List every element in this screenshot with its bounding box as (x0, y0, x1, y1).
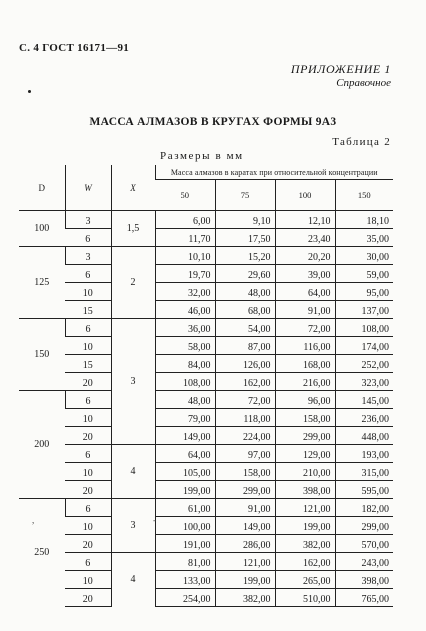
cell-w: 10 (65, 571, 111, 589)
cell-mass: 108,00 (155, 373, 215, 391)
cell-mass: 216,00 (275, 373, 335, 391)
cell-mass: 299,00 (275, 427, 335, 445)
cell-mass: 382,00 (275, 535, 335, 553)
cell-w: 15 (65, 355, 111, 373)
cell-mass: 168,00 (275, 355, 335, 373)
sizes-caption: Размеры в мм (160, 150, 244, 162)
cell-w: 20 (65, 535, 111, 553)
cell-mass: 243,00 (335, 553, 393, 571)
cell-mass: 299,00 (335, 517, 393, 535)
cell-mass: 765,00 (335, 589, 393, 607)
concentration-header: 100 (275, 180, 335, 211)
cell-mass: 162,00 (215, 373, 275, 391)
cell-d: 100 (19, 211, 65, 247)
table-row (19, 409, 393, 427)
cell-mass: 91,00 (215, 499, 275, 517)
cell-mass: 58,00 (155, 337, 215, 355)
cell-mass: 510,00 (275, 589, 335, 607)
cell-mass: 382,00 (215, 589, 275, 607)
cell-mass: 61,00 (155, 499, 215, 517)
cell-mass: 72,00 (275, 319, 335, 337)
appendix-title: ПРИЛОЖЕНИЕ 1 (290, 62, 391, 76)
table-header-row (19, 165, 393, 180)
cell-mass: 17,50 (215, 229, 275, 247)
cell-x: 2 (111, 247, 155, 319)
appendix-subtitle: Справочное (336, 77, 391, 89)
cell-mass: 29,60 (215, 265, 275, 283)
cell-d: 250 (19, 499, 65, 607)
cell-d: 200 (19, 391, 65, 499)
cell-mass: 158,00 (215, 463, 275, 481)
concentration-header: 50 (180, 189, 189, 200)
column-header-d: D (38, 182, 46, 193)
cell-mass: 91,00 (275, 301, 335, 319)
cell-w: 6 (65, 229, 111, 247)
cell-mass: 12,10 (275, 211, 335, 229)
cell-mass: 299,00 (215, 481, 275, 499)
cell-mass: 64,00 (275, 283, 335, 301)
cell-mass: 9,10 (215, 211, 275, 229)
cell-x: 3 (111, 499, 155, 553)
cell-mass: 15,20 (215, 247, 275, 265)
cell-mass: 182,00 (335, 499, 393, 517)
cell-w: 3 (65, 247, 111, 265)
cell-mass: 48,00 (215, 283, 275, 301)
table-row (19, 337, 393, 355)
cell-mass: 64,00 (155, 445, 215, 463)
cell-mass: 323,00 (335, 373, 393, 391)
cell-mass: 39,00 (275, 265, 335, 283)
cell-mass: 97,00 (215, 445, 275, 463)
cell-mass: 199,00 (155, 481, 215, 499)
cell-mass: 129,00 (275, 445, 335, 463)
cell-w: 20 (65, 589, 111, 607)
cell-w: 20 (65, 373, 111, 391)
table-row (19, 355, 393, 373)
cell-mass: 108,00 (335, 319, 393, 337)
cell-w: 10 (65, 409, 111, 427)
cell-mass: 126,00 (215, 355, 275, 373)
cell-mass: 199,00 (215, 571, 275, 589)
cell-w: 20 (65, 481, 111, 499)
table-row (19, 373, 393, 391)
cell-mass: 252,00 (335, 355, 393, 373)
cell-w: 6 (65, 553, 111, 571)
cell-mass: 81,00 (155, 553, 215, 571)
margin-mark: , (32, 515, 35, 525)
diamond-mass-table (19, 165, 393, 607)
cell-mass: 32,00 (155, 283, 215, 301)
table-row (19, 445, 393, 463)
cell-mass: 193,00 (335, 445, 393, 463)
cell-mass: 174,00 (335, 337, 393, 355)
table-row (19, 553, 393, 571)
cell-x: 1,5 (111, 211, 155, 247)
cell-w: 6 (65, 319, 111, 337)
print-speck (28, 90, 31, 93)
cell-w: 20 (65, 427, 111, 445)
cell-mass: 10,10 (155, 247, 215, 265)
cell-x: 3 (111, 319, 155, 445)
cell-mass: 595,00 (335, 481, 393, 499)
cell-mass: 286,00 (215, 535, 275, 553)
cell-mass: 46,00 (155, 301, 215, 319)
cell-mass: 133,00 (155, 571, 215, 589)
cell-mass: 84,00 (155, 355, 215, 373)
cell-mass: 19,70 (155, 265, 215, 283)
cell-mass: 11,70 (155, 229, 215, 247)
cell-mass: 398,00 (335, 571, 393, 589)
cell-mass: 149,00 (155, 427, 215, 445)
cell-mass: 224,00 (215, 427, 275, 445)
cell-mass: 72,00 (215, 391, 275, 409)
table-row (19, 283, 393, 301)
cell-mass: 30,00 (335, 247, 393, 265)
document-title: МАССА АЛМАЗОВ В КРУГАХ ФОРМЫ 9А3 (89, 116, 337, 128)
cell-mass: 96,00 (275, 391, 335, 409)
cell-mass: 54,00 (215, 319, 275, 337)
table-row (19, 535, 393, 553)
concentration-header: 150 (335, 180, 393, 211)
mass-group-header: Масса алмазов в каратах при относительной концентрации (155, 165, 393, 180)
cell-mass: 59,00 (335, 265, 393, 283)
cell-mass: 158,00 (275, 409, 335, 427)
cell-mass: 121,00 (215, 553, 275, 571)
cell-mass: 105,00 (155, 463, 215, 481)
cell-mass: 448,00 (335, 427, 393, 445)
cell-w: 10 (65, 283, 111, 301)
cell-w: 10 (65, 463, 111, 481)
cell-mass: 18,10 (335, 211, 393, 229)
cell-w: 6 (65, 265, 111, 283)
cell-mass: 68,00 (215, 301, 275, 319)
cell-mass: 6,00 (155, 211, 215, 229)
cell-w: 3 (65, 211, 111, 229)
cell-mass: 265,00 (275, 571, 335, 589)
cell-x: 4 (111, 445, 155, 499)
cell-mass: 118,00 (215, 409, 275, 427)
cell-w: 15 (65, 301, 111, 319)
table-row (19, 247, 393, 265)
cell-w: 6 (65, 499, 111, 517)
table-row (19, 427, 393, 445)
table-row (19, 571, 393, 589)
cell-mass: 35,00 (335, 229, 393, 247)
cell-w: 10 (65, 337, 111, 355)
table-row (19, 211, 393, 229)
table-row (19, 589, 393, 607)
cell-mass: 137,00 (335, 301, 393, 319)
table-row (19, 265, 393, 283)
cell-w: 10 (65, 517, 111, 535)
concentration-header: 75 (215, 180, 275, 211)
page-header: С. 4 ГОСТ 16171—91 (19, 42, 130, 54)
table-row (19, 499, 393, 517)
cell-mass: 121,00 (275, 499, 335, 517)
cell-d: 125 (19, 247, 65, 319)
table-row (19, 481, 393, 499)
cell-mass: 36,00 (155, 319, 215, 337)
cell-mass: 398,00 (275, 481, 335, 499)
cell-mass: 87,00 (215, 337, 275, 355)
cell-mass: 79,00 (155, 409, 215, 427)
margin-mark: - (153, 515, 156, 525)
table-row (19, 301, 393, 319)
table-row (19, 391, 393, 409)
table-row (19, 463, 393, 481)
table-row (19, 319, 393, 337)
cell-mass: 95,00 (335, 283, 393, 301)
cell-x: 4 (111, 553, 155, 607)
cell-mass: 100,00 (155, 517, 215, 535)
cell-mass: 23,40 (275, 229, 335, 247)
cell-mass: 254,00 (155, 589, 215, 607)
cell-mass: 210,00 (275, 463, 335, 481)
cell-d: 150 (19, 319, 65, 391)
cell-mass: 48,00 (155, 391, 215, 409)
cell-mass: 315,00 (335, 463, 393, 481)
cell-mass: 199,00 (275, 517, 335, 535)
column-header-w: W (65, 165, 111, 211)
column-header-x: X (111, 165, 155, 211)
cell-mass: 162,00 (275, 553, 335, 571)
cell-w: 6 (65, 445, 111, 463)
cell-mass: 116,00 (275, 337, 335, 355)
cell-mass: 191,00 (155, 535, 215, 553)
cell-mass: 20,20 (275, 247, 335, 265)
cell-w: 6 (65, 391, 111, 409)
table-label: Таблица 2 (332, 136, 391, 148)
cell-mass: 236,00 (335, 409, 393, 427)
cell-mass: 570,00 (335, 535, 393, 553)
cell-mass: 145,00 (335, 391, 393, 409)
appendix-block (291, 62, 391, 90)
table-row (19, 229, 393, 247)
cell-mass: 149,00 (215, 517, 275, 535)
table-row (19, 517, 393, 535)
